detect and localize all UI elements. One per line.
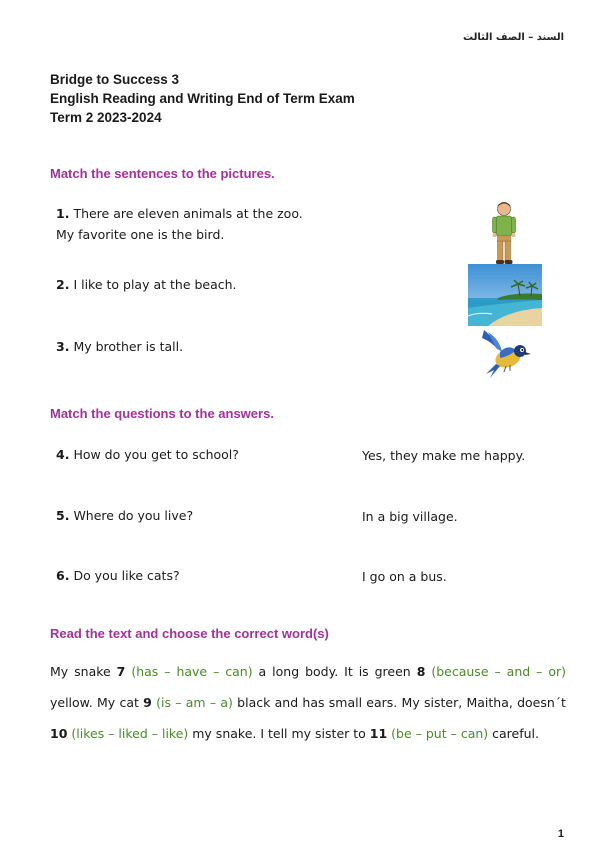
blank-number-11: 11	[369, 726, 388, 741]
question-item-5	[56, 505, 193, 526]
blank-number-8: 8	[416, 664, 426, 679]
answer-2: In a big village.	[362, 509, 458, 524]
section2-title: Match the questions to the answers.	[50, 406, 274, 421]
question-text: Where do you live?	[73, 508, 194, 523]
item-text: My brother is tall.	[73, 339, 184, 354]
sentence-item-3	[56, 336, 183, 357]
answer-1: Yes, they make me happy.	[362, 448, 526, 463]
item-text-line2: My favorite one is the bird.	[56, 227, 225, 242]
exam-title-line1: Bridge to Success 3	[50, 72, 180, 87]
text-segment: a long body. It is green	[252, 664, 417, 679]
boy-picture	[488, 200, 520, 266]
page-number: 1	[557, 828, 564, 840]
options-8: (because – and – or)	[431, 664, 566, 679]
text-segment: yellow. My cat	[50, 695, 144, 710]
options-7: (has – have – can)	[131, 664, 253, 679]
text-segment: My snake	[50, 664, 117, 679]
exam-header	[50, 70, 355, 127]
item-number: 3.	[56, 339, 70, 354]
sentence-item-1	[56, 203, 303, 245]
item-text: There are eleven animals at the zoo.	[73, 206, 303, 221]
bird-picture	[480, 328, 532, 380]
answer-3: I go on a bus.	[362, 569, 447, 584]
question-item-6	[56, 565, 180, 586]
blank-number-7: 7	[116, 664, 126, 679]
section3-title: Read the text and choose the correct word(s)	[50, 626, 329, 641]
item-number: 6.	[56, 568, 70, 583]
text-segment: black and has small ears. My sister, Maitha, doesn´t	[232, 695, 566, 710]
options-9: (is – am – a)	[156, 695, 233, 710]
text-segment: careful.	[488, 726, 540, 741]
item-number: 2.	[56, 277, 70, 292]
item-number: 5.	[56, 508, 70, 523]
text-segment: my snake. I tell my sister to	[188, 726, 370, 741]
item-text: I like to play at the beach.	[73, 277, 237, 292]
question-item-4	[56, 444, 239, 465]
item-number: 4.	[56, 447, 70, 462]
exam-title-line3: Term 2 2023-2024	[50, 110, 162, 125]
arabic-header-note: السند – الصف الثالث	[463, 32, 564, 43]
blank-number-10: 10	[50, 726, 68, 741]
options-11: (be – put – can)	[391, 726, 489, 741]
question-text: How do you get to school?	[73, 447, 239, 462]
reading-paragraph	[50, 656, 566, 749]
sentence-item-2	[56, 274, 237, 295]
question-text: Do you like cats?	[73, 568, 180, 583]
exam-title-line2: English Reading and Writing End of Term Exam	[50, 91, 355, 106]
blank-number-9: 9	[143, 695, 152, 710]
item-number: 1.	[56, 206, 70, 221]
options-10: (likes – liked – like)	[71, 726, 189, 741]
beach-picture	[468, 264, 542, 326]
section1-title: Match the sentences to the pictures.	[50, 166, 275, 181]
